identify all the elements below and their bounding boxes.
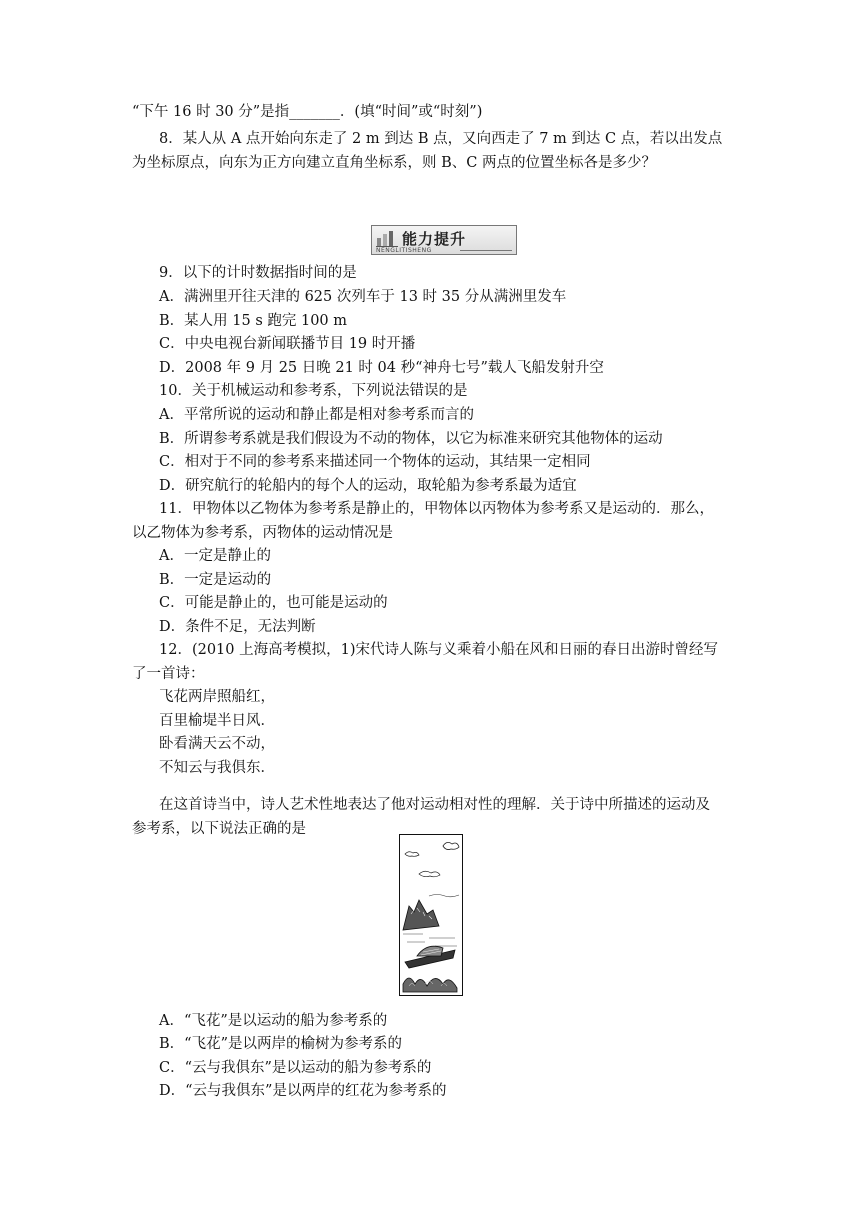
q12-paragraph-line2: 参考系，以下说法正确的是 [132, 821, 306, 837]
q10-option-d: D．研究航行的轮船内的每个人的运动，取轮船为参考系最为适宜 [159, 478, 577, 494]
q11-stem-line1: 11．甲物体以乙物体为参考系是静止的，甲物体以丙物体为参考系又是运动的．那么， [159, 501, 714, 517]
poem-line-2: 百里榆堤半日风． [159, 713, 275, 729]
q7-tail-line: “下午 16 时 30 分”是指_______．(填“时间”或“时刻”) [132, 104, 483, 120]
section-banner-title: 能力提升 [402, 230, 467, 248]
section-banner [371, 225, 517, 255]
q8-stem-line1: 8．某人从 A 点开始向东走了 2 m 到达 B 点，又向西走了 7 m 到达 C 点，若以出发点 [159, 131, 723, 147]
q11-stem-line2: 以乙物体为参考系，丙物体的运动情况是 [132, 525, 393, 541]
q11-option-c: C．可能是静止的，也可能是运动的 [159, 595, 388, 611]
poem-line-4: 不知云与我俱东． [159, 760, 275, 776]
chart-icon [376, 229, 398, 247]
q10-option-b: B．所谓参考系就是我们假设为不动的物体，以它为标准来研究其他物体的运动 [159, 431, 663, 447]
q9-option-b: B．某人用 15 s 跑完 100 m [159, 313, 348, 329]
q12-paragraph-line1: 在这首诗当中，诗人艺术性地表达了他对运动相对性的理解．关于诗中所描述的运动及 [159, 797, 710, 813]
section-banner-subtitle: NENGLITISHENG [376, 247, 432, 254]
q11-option-a: A．一定是静止的 [159, 548, 271, 564]
q11-option-d: D．条件不足，无法判断 [159, 619, 316, 635]
q9-option-d: D．2008 年 9 月 25 日晚 21 时 04 秒“神舟七号”载人飞船发射升空 [159, 360, 604, 376]
q11-option-b: B．一定是运动的 [159, 572, 272, 588]
banner-divider [460, 250, 512, 251]
q12-stem-line1: 12．(2010 上海高考模拟，1)宋代诗人陈与义乘着小船在风和日丽的春日出游时曾经写 [159, 642, 718, 658]
poem-line-1: 飞花两岸照船红， [159, 689, 275, 705]
q9-option-c: C．中央电视台新闻联播节目 19 时开播 [159, 336, 416, 352]
q10-option-a: A．平常所说的运动和静止都是相对参考系而言的 [159, 407, 474, 423]
q12-option-a: A．“飞花”是以运动的船为参考系的 [159, 1013, 388, 1029]
q12-stem-line2: 了一首诗： [132, 666, 205, 682]
q8-stem-line2: 为坐标原点，向东为正方向建立直角坐标系，则 B、C 两点的位置坐标各是多少？ [132, 155, 656, 171]
boat-landscape-illustration [399, 834, 463, 996]
q10-option-c: C．相对于不同的参考系来描述同一个物体的运动，其结果一定相同 [159, 454, 591, 470]
q12-option-b: B．“飞花”是以两岸的榆树为参考系的 [159, 1036, 402, 1052]
q10-stem: 10．关于机械运动和参考系，下列说法错误的是 [159, 383, 468, 399]
q9-stem: 9．以下的计时数据指时间的是 [159, 265, 357, 281]
q12-option-d: D．“云与我俱东”是以两岸的红花为参考系的 [159, 1083, 447, 1099]
q9-option-a: A．满洲里开往天津的 625 次列车于 13 时 35 分从满洲里发车 [159, 289, 567, 305]
poem-line-3: 卧看满天云不动， [159, 736, 275, 752]
q12-option-c: C．“云与我俱东”是以运动的船为参考系的 [159, 1060, 432, 1076]
